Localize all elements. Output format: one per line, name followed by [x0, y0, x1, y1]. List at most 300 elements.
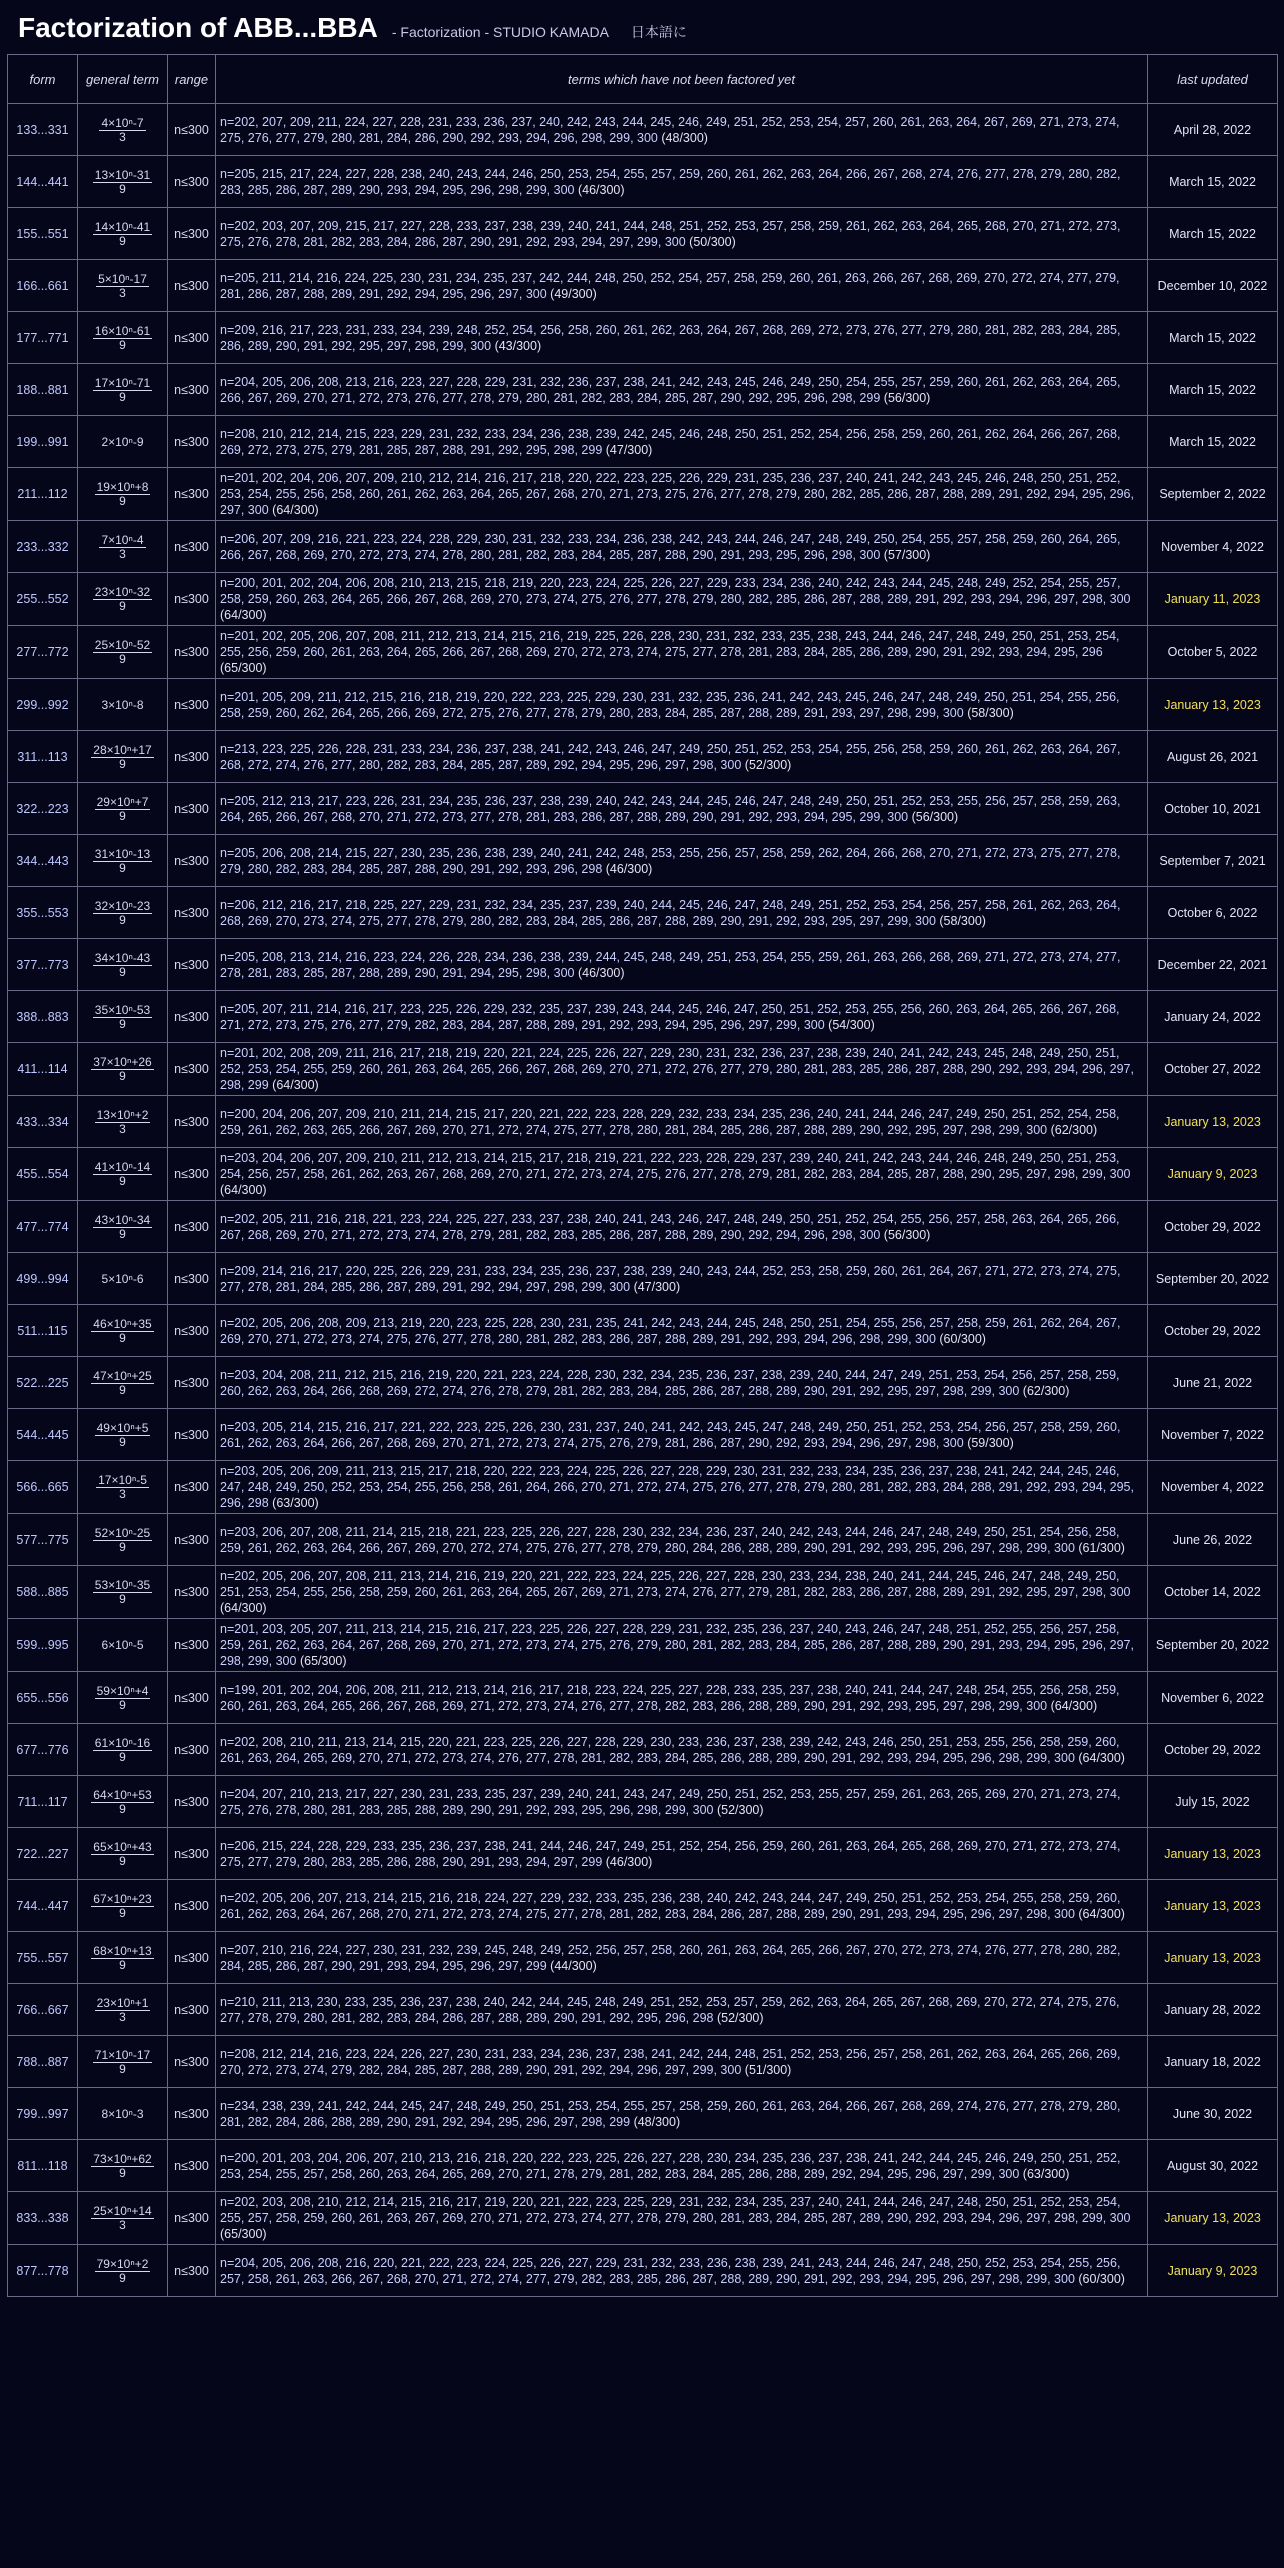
form-link[interactable]: 155...551 [8, 208, 78, 260]
general-term-fraction [93, 2049, 152, 2076]
unfactored-terms [216, 783, 1148, 835]
terms-list[interactable]: n=203, 204, 208, 211, 212, 215, 216, 219, 220, 221, 223, 224, 228, 230, 232, 234, 235, 236, 237, 238, 239, 240, 244, 247, 249, 251, 253, 254, 256, 257, 258, 259, 260, 262, 263, 264, 266, 268, 269, 272, 274, 276, 278, 279, 281, 282, 283, 284, 285, 286, 287, 288, 289, 290, 291, 292, 295, 297, 298, 299, 300 [220, 1367, 1120, 1398]
general-term [78, 835, 168, 887]
terms-count: (50/300) [689, 234, 736, 249]
table-row [8, 991, 1278, 1043]
form-link[interactable]: 655...556 [8, 1672, 78, 1724]
unfactored-terms [216, 626, 1148, 679]
general-term [78, 1619, 168, 1672]
last-updated: January 11, 2023 [1148, 573, 1278, 626]
breadcrumb-studio-link[interactable]: STUDIO KAMADA [493, 24, 609, 40]
last-updated: October 14, 2022 [1148, 1566, 1278, 1619]
header-terms: terms which have not been factored yet [216, 55, 1148, 104]
terms-list[interactable]: n=204, 205, 206, 208, 216, 220, 221, 222, 223, 224, 225, 226, 227, 229, 231, 232, 233, 236, 238, 239, 241, 243, 244, 246, 247, 248, 250, 252, 253, 254, 255, 256, 257, 258, 261, 263, 266, 267, 268, 270, 271, 272, 274, 277, 279, 282, 283, 285, 286, 287, 288, 289, 290, 291, 292, 293, 294, 295, 296, 297, 298, 299, 300 [220, 2255, 1121, 2286]
general-term-denominator: 9 [119, 1905, 126, 1920]
general-term [78, 991, 168, 1043]
unfactored-terms [216, 1514, 1148, 1566]
terms-list[interactable]: n=200, 201, 202, 204, 206, 208, 210, 213, 215, 218, 219, 220, 223, 224, 225, 226, 227, 229, 233, 234, 236, 240, 242, 243, 244, 245, 248, 249, 252, 254, 255, 257, 258, 259, 260, 263, 264, 265, 266, 267, 268, 269, 270, 273, 274, 275, 276, 277, 278, 279, 280, 282, 285, 286, 287, 288, 289, 291, 292, 293, 294, 296, 297, 298, 300 [220, 576, 1131, 606]
terms-list[interactable]: n=213, 223, 225, 226, 228, 231, 233, 234, 236, 237, 238, 241, 242, 243, 246, 247, 249, 250, 251, 252, 253, 254, 255, 256, 258, 259, 260, 261, 262, 263, 264, 267, 268, 272, 274, 276, 277, 280, 282, 283, 284, 285, 287, 289, 292, 294, 295, 296, 297, 298, 300 [220, 741, 1121, 772]
general-term [78, 2140, 168, 2192]
japanese-language-link[interactable]: 日本語に [630, 24, 687, 40]
terms-list[interactable]: n=204, 205, 206, 208, 213, 216, 223, 227, 228, 229, 231, 232, 236, 237, 238, 241, 242, 243, 245, 246, 249, 250, 254, 255, 257, 259, 260, 261, 262, 263, 264, 265, 266, 267, 269, 270, 271, 272, 273, 276, 277, 278, 279, 280, 281, 282, 283, 284, 285, 287, 290, 292, 295, 296, 298, 299 [220, 374, 1121, 405]
unfactored-terms [216, 1619, 1148, 1672]
range-cell: n≤300 [168, 1253, 216, 1305]
general-term-denominator: 9 [119, 1749, 126, 1764]
terms-list[interactable]: n=234, 238, 239, 241, 242, 244, 245, 247, 248, 249, 250, 251, 253, 254, 255, 257, 258, 259, 260, 261, 263, 264, 266, 267, 268, 269, 274, 276, 277, 278, 279, 280, 281, 282, 284, 286, 288, 289, 290, 291, 292, 294, 295, 296, 297, 298, 299 [220, 2098, 1121, 2129]
range-cell: n≤300 [168, 939, 216, 991]
general-term [78, 156, 168, 208]
general-term-numerator: 16×10ⁿ-61 [94, 323, 151, 338]
unfactored-terms [216, 1828, 1148, 1880]
range-cell: n≤300 [168, 1148, 216, 1201]
range-cell: n≤300 [168, 626, 216, 679]
table-row [8, 835, 1278, 887]
form-link[interactable]: 499...994 [8, 1253, 78, 1305]
general-term [78, 2036, 168, 2088]
terms-list[interactable]: n=201, 202, 204, 206, 207, 209, 210, 212, 214, 216, 217, 218, 220, 222, 223, 225, 226, 229, 231, 235, 236, 237, 240, 241, 242, 243, 245, 246, 248, 250, 251, 252, 253, 254, 255, 256, 258, 260, 261, 262, 263, 264, 265, 267, 268, 270, 271, 273, 275, 276, 277, 278, 279, 280, 282, 285, 286, 287, 288, 289, 291, 292, 294, 295, 296, 297, 300 [220, 471, 1134, 517]
general-term-denominator: 3 [119, 129, 126, 144]
form-link[interactable]: 522...225 [8, 1357, 78, 1409]
unfactored-terms [216, 1253, 1148, 1305]
last-updated: September 7, 2021 [1148, 835, 1278, 887]
general-term-denominator: 9 [119, 494, 126, 508]
terms-count: (56/300) [883, 1227, 931, 1242]
form-link[interactable]: 133...331 [8, 104, 78, 156]
general-term-numerator: 29×10ⁿ+7 [96, 794, 149, 809]
range-cell: n≤300 [168, 2088, 216, 2140]
form-link[interactable]: 566...665 [8, 1461, 78, 1514]
terms-list[interactable]: n=202, 203, 207, 209, 215, 217, 227, 228, 233, 237, 238, 239, 240, 241, 244, 248, 251, 252, 253, 257, 258, 259, 261, 262, 263, 264, 265, 268, 270, 271, 272, 273, 275, 276, 278, 281, 282, 283, 284, 286, 287, 290, 291, 292, 293, 294, 297, 299, 300 [220, 218, 1121, 249]
terms-list[interactable]: n=200, 201, 203, 204, 206, 207, 210, 213, 216, 218, 220, 222, 223, 225, 226, 227, 228, 230, 234, 235, 236, 237, 238, 241, 242, 244, 245, 246, 249, 250, 251, 252, 253, 254, 255, 257, 258, 260, 263, 264, 265, 269, 270, 271, 278, 279, 281, 282, 283, 284, 285, 286, 288, 289, 292, 294, 295, 296, 297, 299, 300 [220, 2150, 1121, 2181]
form-link[interactable]: 355...553 [8, 887, 78, 939]
table-row [8, 1672, 1278, 1724]
last-updated: March 15, 2022 [1148, 208, 1278, 260]
general-term-numerator: 64×10ⁿ+53 [93, 1787, 152, 1802]
general-term-denominator: 9 [119, 1434, 126, 1449]
general-term-denominator: 9 [119, 808, 126, 823]
terms-list[interactable]: n=202, 205, 211, 216, 218, 221, 223, 224, 225, 227, 233, 237, 238, 240, 241, 243, 246, 247, 248, 249, 250, 251, 252, 254, 255, 256, 257, 258, 263, 264, 265, 266, 267, 268, 269, 270, 271, 272, 273, 274, 278, 279, 281, 282, 283, 285, 286, 287, 288, 289, 290, 292, 294, 296, 298, 300 [220, 1211, 1120, 1242]
general-term-fraction [91, 1318, 153, 1345]
general-term-expression: 3×10ⁿ-8 [101, 697, 144, 712]
terms-count: (64/300) [272, 503, 319, 517]
general-term-numerator: 13×10ⁿ-31 [94, 167, 151, 182]
form-link[interactable]: 166...661 [8, 260, 78, 312]
terms-count: (64/300) [220, 1601, 267, 1615]
form-link[interactable]: 311...113 [8, 731, 78, 783]
terms-list[interactable]: n=206, 212, 216, 217, 218, 225, 227, 229, 231, 232, 234, 235, 237, 239, 240, 244, 245, 246, 247, 248, 249, 251, 252, 253, 254, 256, 257, 258, 261, 262, 263, 264, 268, 269, 270, 273, 274, 275, 277, 278, 279, 280, 282, 283, 284, 285, 286, 287, 288, 289, 290, 291, 292, 293, 295, 297, 299, 300 [220, 897, 1121, 928]
general-term-numerator: 53×10ⁿ-35 [94, 1578, 151, 1592]
form-link[interactable]: 177...771 [8, 312, 78, 364]
table-row [8, 1409, 1278, 1461]
general-term-numerator: 23×10ⁿ+1 [96, 1995, 149, 2010]
form-link[interactable]: 722...227 [8, 1828, 78, 1880]
general-term [78, 1932, 168, 1984]
general-term-fraction [93, 325, 152, 352]
form-link[interactable]: 833...338 [8, 2192, 78, 2245]
last-updated: September 2, 2022 [1148, 468, 1278, 521]
general-term [78, 573, 168, 626]
general-term-denominator: 9 [119, 912, 126, 927]
breadcrumb-sep: - [391, 24, 397, 40]
form-link[interactable]: 255...552 [8, 573, 78, 626]
terms-list[interactable]: n=209, 216, 217, 223, 231, 233, 234, 239, 248, 252, 254, 256, 258, 260, 261, 262, 263, 264, 267, 268, 269, 272, 273, 276, 277, 279, 280, 281, 282, 283, 284, 285, 286, 289, 290, 291, 292, 295, 297, 298, 299, 300 [220, 322, 1121, 353]
general-term-numerator: 49×10ⁿ+5 [96, 1420, 149, 1435]
unfactored-terms [216, 1409, 1148, 1461]
terms-list[interactable]: n=202, 205, 206, 208, 209, 213, 219, 220, 223, 225, 228, 230, 231, 235, 241, 242, 243, 244, 245, 248, 250, 251, 254, 255, 256, 257, 258, 259, 261, 262, 264, 267, 269, 270, 271, 272, 273, 274, 275, 276, 277, 278, 280, 281, 282, 283, 286, 287, 288, 289, 291, 292, 293, 294, 296, 298, 299, 300 [220, 1315, 1121, 1346]
unfactored-terms [216, 1201, 1148, 1253]
form-link[interactable]: 511...115 [8, 1305, 78, 1357]
table-row [8, 1514, 1278, 1566]
general-term-expression: 6×10ⁿ-5 [101, 1638, 144, 1652]
terms-count: (59/300) [967, 1435, 1014, 1450]
last-updated: December 10, 2022 [1148, 260, 1278, 312]
general-term-denominator: 3 [119, 1487, 126, 1501]
terms-list[interactable]: n=205, 208, 213, 214, 216, 223, 224, 226, 228, 234, 236, 238, 239, 244, 245, 248, 249, 251, 253, 254, 255, 259, 261, 263, 266, 268, 269, 271, 272, 273, 274, 277, 278, 281, 283, 285, 287, 288, 289, 290, 291, 294, 295, 298, 300 [220, 949, 1121, 980]
form-link[interactable]: 388...883 [8, 991, 78, 1043]
table-row [8, 2036, 1278, 2088]
table-row [8, 1148, 1278, 1201]
general-term [78, 2245, 168, 2297]
terms-count: (56/300) [883, 390, 931, 405]
terms-list[interactable]: n=205, 215, 217, 224, 227, 228, 238, 240, 243, 244, 246, 250, 253, 254, 255, 257, 259, 260, 261, 262, 263, 264, 266, 267, 268, 274, 276, 277, 278, 279, 280, 282, 283, 285, 286, 287, 289, 290, 293, 294, 295, 296, 298, 299, 300 [220, 166, 1121, 197]
last-updated: January 13, 2023 [1148, 2192, 1278, 2245]
last-updated: January 13, 2023 [1148, 1932, 1278, 1984]
last-updated: December 22, 2021 [1148, 939, 1278, 991]
general-term-numerator: 13×10ⁿ+2 [96, 1107, 149, 1122]
table-row [8, 1724, 1278, 1776]
last-updated: June 30, 2022 [1148, 2088, 1278, 2140]
header-form: form [8, 55, 78, 104]
table-row [8, 626, 1278, 679]
table-row [8, 208, 1278, 260]
terms-count: (47/300) [605, 442, 653, 457]
table-row [8, 1043, 1278, 1096]
unfactored-terms [216, 731, 1148, 783]
form-link[interactable]: 199...991 [8, 416, 78, 468]
general-term-numerator: 73×10ⁿ+62 [93, 2151, 152, 2166]
terms-list[interactable]: n=201, 205, 209, 211, 212, 215, 216, 218, 219, 220, 222, 223, 225, 229, 230, 231, 232, 235, 236, 241, 242, 243, 245, 246, 247, 248, 249, 250, 251, 254, 255, 256, 258, 259, 260, 262, 264, 265, 266, 269, 272, 275, 276, 277, 278, 279, 280, 283, 284, 285, 287, 288, 289, 291, 293, 297, 298, 299, 300 [220, 689, 1120, 720]
terms-count: (64/300) [1078, 1750, 1125, 1765]
general-term-fraction [95, 1685, 151, 1712]
general-term [78, 1880, 168, 1932]
form-link[interactable]: 588...885 [8, 1566, 78, 1619]
form-link[interactable]: 322...223 [8, 783, 78, 835]
terms-list[interactable]: n=202, 208, 210, 211, 213, 214, 215, 220, 221, 223, 225, 226, 227, 228, 229, 230, 233, 236, 237, 238, 239, 242, 243, 246, 250, 251, 253, 255, 256, 258, 259, 260, 261, 263, 264, 265, 269, 270, 271, 272, 273, 274, 276, 277, 278, 281, 282, 283, 284, 285, 286, 288, 289, 290, 291, 292, 293, 294, 295, 296, 298, 299, 300 [220, 1734, 1120, 1765]
breadcrumb-factorization-link[interactable]: Factorization [400, 24, 481, 40]
general-term-numerator: 68×10ⁿ+13 [93, 1943, 152, 1958]
general-term [78, 208, 168, 260]
range-cell: n≤300 [168, 2245, 216, 2297]
terms-count: (58/300) [967, 705, 1014, 720]
general-term-denominator: 3 [119, 1121, 126, 1136]
terms-list[interactable]: n=202, 205, 206, 207, 208, 211, 213, 214, 216, 219, 220, 221, 222, 223, 224, 225, 226, 227, 228, 230, 233, 234, 238, 240, 241, 244, 245, 246, 247, 248, 249, 250, 251, 253, 254, 255, 256, 258, 259, 260, 261, 263, 264, 265, 267, 269, 271, 273, 274, 276, 277, 279, 281, 282, 283, 286, 287, 288, 289, 291, 292, 295, 297, 298, 300 [220, 1569, 1131, 1599]
last-updated: January 13, 2023 [1148, 1828, 1278, 1880]
form-link[interactable]: 677...776 [8, 1724, 78, 1776]
general-term-numerator: 71×10ⁿ-17 [94, 2047, 151, 2062]
terms-list[interactable]: n=201, 202, 205, 206, 207, 208, 211, 212, 213, 214, 215, 216, 219, 225, 226, 228, 230, 231, 232, 233, 235, 238, 243, 244, 246, 247, 248, 249, 250, 251, 253, 254, 255, 256, 259, 260, 261, 263, 264, 265, 266, 267, 268, 269, 270, 272, 273, 274, 275, 277, 278, 281, 283, 284, 285, 286, 289, 290, 291, 292, 293, 294, 295, 296 [220, 629, 1120, 659]
general-term-fraction [93, 952, 152, 979]
general-term-fraction [91, 1370, 153, 1397]
general-term-numerator: 28×10ⁿ+17 [93, 742, 152, 757]
terms-list[interactable]: n=206, 207, 209, 216, 221, 223, 224, 228, 229, 230, 231, 232, 233, 234, 236, 238, 242, 243, 244, 246, 247, 248, 249, 250, 254, 255, 257, 258, 259, 260, 264, 265, 266, 267, 268, 269, 270, 272, 273, 274, 278, 280, 281, 282, 283, 284, 285, 287, 288, 290, 291, 293, 295, 296, 298, 300 [220, 531, 1121, 562]
general-term-fraction [96, 1474, 149, 1501]
general-term [78, 1566, 168, 1619]
general-term-fraction [95, 481, 151, 508]
last-updated: April 28, 2022 [1148, 104, 1278, 156]
form-link[interactable]: 877...778 [8, 2245, 78, 2297]
general-term [78, 1672, 168, 1724]
range-cell: n≤300 [168, 1305, 216, 1357]
range-cell: n≤300 [168, 1461, 216, 1514]
last-updated: October 5, 2022 [1148, 626, 1278, 679]
general-term-numerator: 23×10ⁿ-32 [94, 585, 151, 599]
page-title: Factorization of ABB...BBA [18, 12, 378, 43]
terms-list[interactable]: n=203, 206, 207, 208, 211, 214, 215, 218, 221, 223, 225, 226, 227, 228, 230, 232, 234, 236, 237, 240, 242, 243, 244, 246, 247, 248, 249, 250, 251, 254, 256, 258, 259, 261, 262, 263, 264, 266, 267, 269, 270, 272, 274, 275, 276, 277, 278, 279, 280, 284, 286, 288, 289, 290, 291, 292, 293, 295, 296, 297, 298, 299, 300 [220, 1524, 1120, 1555]
terms-list[interactable]: n=203, 205, 206, 209, 211, 213, 215, 217, 218, 220, 222, 223, 224, 225, 226, 227, 228, 229, 230, 231, 232, 233, 234, 235, 236, 237, 238, 241, 242, 244, 245, 246, 247, 248, 249, 250, 252, 253, 254, 255, 256, 258, 261, 264, 266, 270, 271, 272, 274, 275, 276, 277, 278, 279, 280, 281, 282, 283, 284, 288, 291, 292, 293, 294, 295, 296, 298 [220, 1464, 1134, 1510]
general-term [78, 783, 168, 835]
unfactored-terms [216, 887, 1148, 939]
last-updated: January 13, 2023 [1148, 1880, 1278, 1932]
general-term-denominator: 9 [119, 1016, 126, 1031]
general-term-fraction [93, 1214, 152, 1241]
general-term [78, 468, 168, 521]
last-updated: January 9, 2023 [1148, 1148, 1278, 1201]
unfactored-terms [216, 1043, 1148, 1096]
terms-list[interactable]: n=201, 202, 208, 209, 211, 216, 217, 218, 219, 220, 221, 224, 225, 226, 227, 229, 230, 231, 232, 236, 237, 238, 239, 240, 241, 242, 243, 245, 248, 249, 250, 251, 252, 253, 254, 255, 259, 260, 261, 263, 264, 265, 266, 267, 268, 269, 270, 271, 272, 276, 277, 279, 280, 281, 283, 285, 286, 287, 288, 290, 292, 293, 294, 296, 297, 298, 299 [220, 1046, 1134, 1092]
terms-count: (46/300) [577, 965, 625, 980]
last-updated: March 15, 2022 [1148, 416, 1278, 468]
table-row [8, 1984, 1278, 2036]
terms-count: (52/300) [744, 757, 792, 772]
table-row [8, 679, 1278, 731]
range-cell: n≤300 [168, 783, 216, 835]
range-cell: n≤300 [168, 521, 216, 573]
form-link[interactable]: 477...774 [8, 1201, 78, 1253]
table-row [8, 1357, 1278, 1409]
form-link[interactable]: 744...447 [8, 1880, 78, 1932]
form-link[interactable]: 188...881 [8, 364, 78, 416]
general-term-fraction [93, 169, 152, 196]
unfactored-terms [216, 1880, 1148, 1932]
form-link[interactable]: 711...117 [8, 1776, 78, 1828]
general-term [78, 1305, 168, 1357]
general-term-fraction [93, 586, 152, 613]
general-term-numerator: 17×10ⁿ-71 [94, 375, 151, 390]
range-cell: n≤300 [168, 2036, 216, 2088]
terms-list[interactable]: n=203, 204, 206, 207, 209, 210, 211, 212, 213, 214, 215, 217, 218, 219, 221, 222, 223, 228, 229, 237, 239, 240, 241, 242, 243, 244, 246, 248, 249, 250, 251, 253, 254, 256, 257, 258, 261, 262, 263, 267, 268, 269, 270, 271, 272, 273, 274, 275, 276, 277, 278, 279, 281, 282, 283, 284, 285, 287, 288, 290, 295, 297, 298, 299, 300 [220, 1151, 1131, 1181]
form-link[interactable]: 233...332 [8, 521, 78, 573]
form-link[interactable]: 755...557 [8, 1932, 78, 1984]
general-term-denominator: 3 [119, 2009, 126, 2024]
terms-count: (62/300) [1022, 1383, 1070, 1398]
table-row [8, 783, 1278, 835]
general-term-fraction [96, 273, 149, 300]
range-cell: n≤300 [168, 1566, 216, 1619]
general-term-fraction [93, 1004, 152, 1031]
general-term-numerator: 7×10ⁿ-4 [101, 532, 144, 547]
unfactored-terms [216, 260, 1148, 312]
terms-count: (52/300) [716, 1802, 764, 1817]
general-term [78, 312, 168, 364]
terms-list[interactable]: n=209, 214, 216, 217, 220, 225, 226, 229, 231, 233, 234, 235, 236, 237, 238, 239, 240, 243, 244, 252, 253, 258, 259, 260, 261, 264, 267, 271, 272, 273, 274, 275, 277, 278, 281, 284, 285, 286, 287, 289, 291, 292, 294, 297, 298, 299, 300 [220, 1263, 1121, 1294]
terms-list[interactable]: n=201, 203, 205, 207, 211, 213, 214, 215, 216, 217, 223, 225, 226, 227, 228, 229, 231, 232, 235, 236, 237, 240, 243, 246, 247, 248, 251, 252, 255, 256, 257, 258, 259, 261, 262, 263, 264, 267, 268, 269, 270, 271, 272, 273, 274, 275, 276, 279, 280, 281, 282, 283, 284, 285, 286, 287, 288, 289, 290, 291, 293, 294, 295, 296, 297, 298, 299, 300 [220, 1622, 1134, 1668]
general-term-denominator: 9 [119, 1330, 126, 1345]
terms-count: (57/300) [883, 547, 931, 562]
unfactored-terms [216, 835, 1148, 887]
terms-list[interactable]: n=205, 211, 214, 216, 224, 225, 230, 231, 234, 235, 237, 242, 244, 248, 250, 252, 254, 257, 258, 259, 260, 261, 263, 266, 267, 268, 269, 270, 272, 274, 277, 279, 281, 286, 287, 288, 289, 291, 292, 294, 295, 296, 297, 300 [220, 270, 1120, 301]
general-term-numerator: 4×10ⁿ-7 [101, 115, 144, 130]
general-term-denominator: 9 [119, 756, 126, 771]
general-term-fraction [95, 1997, 151, 2024]
terms-count: (60/300) [939, 1331, 986, 1346]
terms-list[interactable]: n=202, 205, 206, 207, 213, 214, 215, 216, 218, 224, 227, 229, 232, 233, 235, 236, 238, 240, 242, 243, 244, 247, 249, 250, 251, 252, 253, 254, 255, 258, 259, 260, 261, 262, 263, 264, 267, 268, 270, 271, 272, 273, 274, 275, 277, 278, 281, 282, 283, 284, 286, 287, 288, 289, 290, 291, 293, 294, 295, 296, 297, 298, 300 [220, 1890, 1121, 1921]
form-link[interactable]: 377...773 [8, 939, 78, 991]
terms-count: (62/300) [1050, 1122, 1098, 1137]
last-updated: March 15, 2022 [1148, 156, 1278, 208]
general-term [78, 416, 168, 468]
terms-count: (48/300) [661, 130, 708, 145]
range-cell: n≤300 [168, 1724, 216, 1776]
form-link[interactable]: 433...334 [8, 1096, 78, 1148]
unfactored-terms [216, 312, 1148, 364]
general-term-denominator: 9 [119, 1592, 126, 1606]
breadcrumb [392, 24, 609, 40]
range-cell: n≤300 [168, 1932, 216, 1984]
terms-count: (64/300) [1078, 1906, 1125, 1921]
table-body [8, 104, 1278, 2297]
terms-count: (63/300) [272, 1496, 319, 1510]
header-last-updated: last updated [1148, 55, 1278, 104]
form-link[interactable]: 599...995 [8, 1619, 78, 1672]
unfactored-terms [216, 991, 1148, 1043]
last-updated: January 13, 2023 [1148, 1096, 1278, 1148]
last-updated: January 18, 2022 [1148, 2036, 1278, 2088]
general-term-numerator: 59×10ⁿ+4 [96, 1683, 149, 1698]
unfactored-terms [216, 156, 1148, 208]
general-term [78, 679, 168, 731]
table-row [8, 416, 1278, 468]
general-term-denominator: 3 [119, 546, 126, 561]
unfactored-terms [216, 416, 1148, 468]
terms-list[interactable]: n=205, 206, 208, 214, 215, 227, 230, 235, 236, 238, 239, 240, 241, 242, 248, 253, 255, 256, 257, 258, 259, 262, 264, 266, 268, 270, 271, 272, 273, 275, 277, 278, 279, 280, 282, 283, 284, 285, 287, 288, 290, 291, 292, 293, 296, 298 [220, 845, 1121, 876]
last-updated: June 26, 2022 [1148, 1514, 1278, 1566]
range-cell: n≤300 [168, 1043, 216, 1096]
unfactored-terms [216, 1672, 1148, 1724]
terms-list[interactable]: n=204, 207, 210, 213, 217, 227, 230, 231, 233, 235, 237, 239, 240, 241, 243, 247, 249, 250, 251, 252, 253, 255, 257, 259, 261, 263, 265, 269, 270, 271, 273, 274, 275, 276, 278, 280, 281, 283, 285, 288, 289, 290, 291, 292, 293, 295, 296, 298, 299, 300 [220, 1786, 1121, 1817]
form-link[interactable]: 411...114 [8, 1043, 78, 1096]
last-updated: January 28, 2022 [1148, 1984, 1278, 2036]
form-link[interactable]: 211...112 [8, 468, 78, 521]
general-term-numerator: 32×10ⁿ-23 [94, 898, 151, 913]
unfactored-terms [216, 1724, 1148, 1776]
form-link[interactable]: 144...441 [8, 156, 78, 208]
terms-count: (49/300) [550, 286, 597, 301]
table-row [8, 1201, 1278, 1253]
general-term-denominator: 9 [119, 2165, 126, 2180]
form-link[interactable]: 344...443 [8, 835, 78, 887]
page-header [0, 0, 1284, 54]
range-cell: n≤300 [168, 260, 216, 312]
last-updated: October 6, 2022 [1148, 887, 1278, 939]
general-term-denominator: 9 [119, 337, 126, 352]
form-link[interactable]: 455...554 [8, 1148, 78, 1201]
table-row [8, 1305, 1278, 1357]
terms-list[interactable]: n=207, 210, 216, 224, 227, 230, 231, 232, 239, 245, 248, 249, 252, 256, 257, 258, 260, 261, 263, 264, 265, 266, 267, 270, 272, 273, 274, 276, 277, 278, 280, 282, 284, 285, 286, 287, 290, 291, 293, 294, 295, 296, 297, 299 [220, 1942, 1121, 1973]
general-term-numerator: 52×10ⁿ-25 [94, 1525, 151, 1540]
terms-count: (64/300) [1050, 1698, 1098, 1713]
terms-list[interactable]: n=199, 201, 202, 204, 206, 208, 211, 212, 213, 214, 216, 217, 218, 223, 224, 225, 227, 228, 233, 235, 237, 238, 240, 241, 244, 247, 248, 254, 255, 256, 258, 259, 260, 261, 263, 264, 265, 266, 267, 268, 269, 271, 272, 273, 274, 276, 277, 278, 282, 283, 286, 288, 289, 290, 291, 292, 293, 295, 297, 298, 299, 300 [220, 1682, 1120, 1713]
general-term-fraction [91, 1945, 153, 1972]
terms-count: (65/300) [220, 661, 267, 675]
range-cell: n≤300 [168, 1201, 216, 1253]
terms-list[interactable]: n=205, 212, 213, 217, 223, 226, 231, 234, 235, 236, 237, 238, 239, 240, 242, 243, 244, 245, 246, 247, 248, 249, 250, 251, 252, 253, 255, 256, 257, 258, 259, 263, 264, 265, 266, 267, 268, 270, 271, 272, 273, 277, 278, 281, 283, 286, 287, 288, 289, 290, 291, 292, 293, 294, 295, 299, 300 [220, 793, 1121, 824]
range-cell: n≤300 [168, 2192, 216, 2245]
table-row [8, 2245, 1278, 2297]
last-updated: March 15, 2022 [1148, 364, 1278, 416]
range-cell: n≤300 [168, 1984, 216, 2036]
terms-list[interactable]: n=206, 215, 224, 228, 229, 233, 235, 236, 237, 238, 241, 244, 246, 247, 249, 251, 252, 254, 256, 259, 260, 261, 263, 264, 265, 268, 269, 270, 271, 272, 273, 274, 275, 277, 279, 280, 283, 285, 286, 288, 290, 291, 293, 294, 297, 299 [220, 1838, 1121, 1869]
last-updated: November 4, 2022 [1148, 521, 1278, 573]
general-term-denominator: 9 [119, 599, 126, 613]
unfactored-terms [216, 1461, 1148, 1514]
form-link[interactable]: 799...997 [8, 2088, 78, 2140]
factorization-table [7, 54, 1278, 2297]
terms-count: (54/300) [828, 1017, 875, 1032]
terms-count: (46/300) [577, 182, 625, 197]
form-link[interactable]: 766...667 [8, 1984, 78, 2036]
unfactored-terms [216, 1932, 1148, 1984]
terms-list[interactable]: n=203, 205, 214, 215, 216, 217, 221, 222, 223, 225, 226, 230, 231, 237, 240, 241, 242, 243, 245, 247, 248, 249, 250, 251, 252, 253, 254, 256, 257, 258, 259, 260, 261, 262, 263, 264, 266, 267, 268, 269, 270, 271, 272, 273, 274, 275, 276, 279, 281, 286, 287, 290, 292, 293, 294, 296, 297, 298, 300 [220, 1419, 1121, 1450]
general-term-expression: 5×10ⁿ-6 [101, 1271, 144, 1286]
last-updated: November 6, 2022 [1148, 1672, 1278, 1724]
range-cell: n≤300 [168, 156, 216, 208]
general-term-numerator: 43×10ⁿ-34 [94, 1212, 151, 1227]
general-term [78, 2192, 168, 2245]
terms-count: (56/300) [911, 809, 959, 824]
form-link[interactable]: 788...887 [8, 2036, 78, 2088]
terms-list[interactable]: n=208, 212, 214, 216, 223, 224, 226, 227, 230, 231, 233, 234, 236, 237, 238, 241, 242, 244, 248, 251, 252, 253, 256, 257, 258, 261, 262, 263, 264, 265, 266, 269, 270, 272, 273, 274, 279, 282, 284, 285, 287, 288, 289, 290, 291, 292, 294, 296, 297, 299, 300 [220, 2046, 1121, 2077]
table-row [8, 1828, 1278, 1880]
range-cell: n≤300 [168, 416, 216, 468]
general-term-denominator: 9 [119, 1801, 126, 1816]
terms-list[interactable]: n=200, 204, 206, 207, 209, 210, 211, 214, 215, 217, 220, 221, 222, 223, 228, 229, 232, 233, 234, 235, 236, 240, 241, 244, 246, 247, 249, 250, 251, 252, 254, 258, 259, 261, 262, 263, 265, 266, 267, 269, 270, 271, 272, 274, 275, 277, 278, 280, 281, 284, 285, 286, 287, 288, 289, 290, 292, 295, 297, 298, 299, 300 [220, 1106, 1120, 1137]
terms-list[interactable]: n=210, 211, 213, 230, 233, 235, 236, 237, 238, 240, 242, 244, 245, 248, 249, 251, 252, 253, 257, 259, 262, 263, 264, 265, 267, 268, 269, 270, 272, 274, 275, 276, 277, 278, 279, 280, 281, 282, 283, 284, 286, 287, 288, 289, 290, 291, 292, 295, 296, 298 [220, 1994, 1120, 2025]
range-cell: n≤300 [168, 1672, 216, 1724]
terms-list[interactable]: n=202, 207, 209, 211, 224, 227, 228, 231, 233, 236, 237, 240, 242, 243, 244, 245, 246, 249, 251, 252, 253, 254, 257, 260, 261, 263, 264, 267, 269, 271, 273, 274, 275, 276, 277, 279, 280, 281, 284, 286, 290, 292, 293, 294, 296, 298, 299, 300 [220, 114, 1120, 145]
terms-list[interactable]: n=202, 203, 208, 210, 212, 214, 215, 216, 217, 219, 220, 221, 222, 223, 225, 229, 231, 232, 234, 235, 237, 240, 241, 244, 246, 247, 248, 250, 251, 252, 253, 254, 255, 257, 258, 259, 260, 261, 263, 267, 269, 270, 271, 272, 273, 274, 277, 278, 279, 280, 281, 283, 284, 285, 287, 289, 290, 292, 293, 294, 296, 297, 298, 299, 300 [220, 2195, 1131, 2225]
range-cell: n≤300 [168, 1096, 216, 1148]
range-cell: n≤300 [168, 468, 216, 521]
terms-list[interactable]: n=205, 207, 211, 214, 216, 217, 223, 225, 226, 229, 232, 235, 237, 239, 243, 244, 245, 246, 247, 250, 251, 252, 253, 255, 256, 260, 263, 264, 265, 266, 267, 268, 271, 272, 273, 275, 276, 277, 279, 282, 283, 284, 287, 288, 289, 291, 292, 293, 294, 295, 296, 297, 299, 300 [220, 1001, 1120, 1032]
terms-list[interactable]: n=208, 210, 212, 214, 215, 223, 229, 231, 232, 233, 234, 236, 238, 239, 242, 245, 246, 248, 250, 251, 252, 254, 256, 258, 259, 260, 261, 262, 264, 266, 267, 268, 269, 272, 273, 275, 279, 281, 285, 287, 288, 291, 292, 295, 298, 299 [220, 426, 1121, 457]
general-term [78, 1984, 168, 2036]
general-term-numerator: 67×10ⁿ+23 [93, 1891, 152, 1906]
form-link[interactable]: 811...118 [8, 2140, 78, 2192]
form-link[interactable]: 277...772 [8, 626, 78, 679]
general-term-denominator: 9 [119, 1957, 126, 1972]
general-term-denominator: 9 [119, 2270, 126, 2285]
general-term-denominator: 9 [119, 652, 126, 666]
form-link[interactable]: 577...775 [8, 1514, 78, 1566]
form-link[interactable]: 299...992 [8, 679, 78, 731]
general-term-denominator: 3 [119, 2218, 126, 2232]
general-term-fraction [95, 2258, 151, 2285]
general-term [78, 104, 168, 156]
last-updated: November 4, 2022 [1148, 1461, 1278, 1514]
form-link[interactable]: 544...445 [8, 1409, 78, 1461]
general-term-numerator: 47×10ⁿ+25 [93, 1368, 152, 1383]
last-updated: June 21, 2022 [1148, 1357, 1278, 1409]
